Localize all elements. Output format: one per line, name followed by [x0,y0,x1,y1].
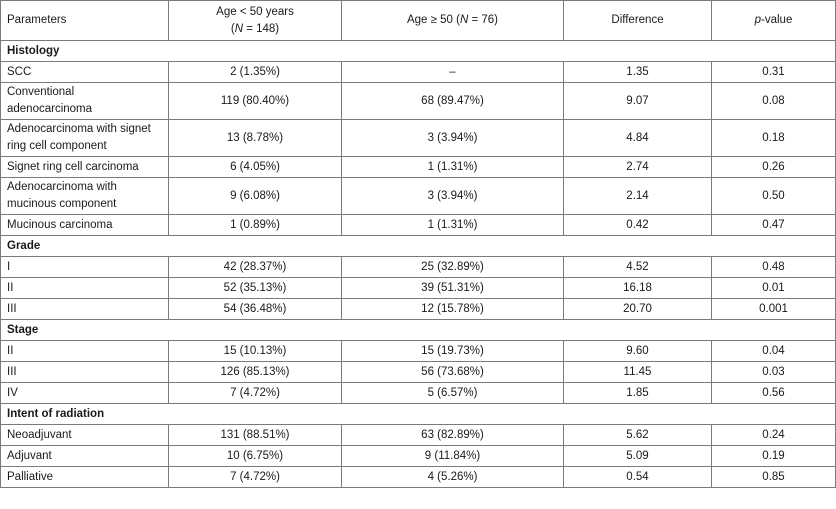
row-young-value: 13 (8.78%) [169,120,342,157]
row-parameter: IV [1,383,169,404]
table-row [1,120,836,157]
row-young-value: 52 (35.13%) [169,278,342,299]
row-old-value: 68 (89.47%) [342,83,564,120]
row-p-value: 0.26 [712,157,836,178]
row-young-value: 119 (80.40%) [169,83,342,120]
table-row [1,157,836,178]
row-parameter: Conventional adenocarcinoma [1,83,169,120]
header-difference: Difference [564,1,712,41]
table-row [1,299,836,320]
row-old-value: – [342,62,564,83]
row-old-value: 1 (1.31%) [342,215,564,236]
row-p-value: 0.50 [712,178,836,215]
row-parameter: II [1,278,169,299]
row-young-value: 7 (4.72%) [169,467,342,488]
row-parameter: Adenocarcinoma with mucinous component [1,178,169,215]
row-old-value: 63 (82.89%) [342,425,564,446]
row-young-value: 15 (10.13%) [169,341,342,362]
table-row [1,278,836,299]
row-young-value: 10 (6.75%) [169,446,342,467]
table-row [1,383,836,404]
section-title: Grade [1,236,836,257]
section-stage [1,320,836,341]
row-parameter: Signet ring cell carcinoma [1,157,169,178]
header-p-value: p-value [712,1,836,41]
row-p-value: 0.24 [712,425,836,446]
section-grade [1,236,836,257]
row-parameter: Adjuvant [1,446,169,467]
row-p-value: 0.47 [712,215,836,236]
row-young-value: 2 (1.35%) [169,62,342,83]
row-p-value: 0.18 [712,120,836,157]
row-young-value: 131 (88.51%) [169,425,342,446]
header-parameters: Parameters [1,1,169,41]
table-row [1,446,836,467]
row-young-value: 126 (85.13%) [169,362,342,383]
row-p-value: 0.001 [712,299,836,320]
row-parameter: III [1,299,169,320]
row-parameter: Mucinous carcinoma [1,215,169,236]
row-difference: 20.70 [564,299,712,320]
row-young-value: 1 (0.89%) [169,215,342,236]
row-parameter: III [1,362,169,383]
row-difference: 4.52 [564,257,712,278]
row-old-value: 4 (5.26%) [342,467,564,488]
row-old-value: 3 (3.94%) [342,178,564,215]
row-difference: 9.60 [564,341,712,362]
table-body [1,41,836,488]
table-row [1,341,836,362]
row-young-value: 42 (28.37%) [169,257,342,278]
row-young-value: 9 (6.08%) [169,178,342,215]
header-age-50-plus: Age ≥ 50 (N = 76) [342,1,564,41]
table-row [1,425,836,446]
row-p-value: 0.85 [712,467,836,488]
row-old-value: 12 (15.78%) [342,299,564,320]
table-row [1,62,836,83]
section-title: Intent of radiation [1,404,836,425]
row-difference: 1.85 [564,383,712,404]
row-difference: 5.09 [564,446,712,467]
row-parameter: Adenocarcinoma with signet ring cell component [1,120,169,157]
row-parameter: I [1,257,169,278]
row-young-value: 7 (4.72%) [169,383,342,404]
table-row [1,362,836,383]
row-p-value: 0.04 [712,341,836,362]
row-difference: 16.18 [564,278,712,299]
row-parameter: SCC [1,62,169,83]
row-young-value: 54 (36.48%) [169,299,342,320]
header-row [1,1,836,41]
row-parameter: II [1,341,169,362]
row-old-value: 3 (3.94%) [342,120,564,157]
row-p-value: 0.48 [712,257,836,278]
row-old-value: 1 (1.31%) [342,157,564,178]
row-old-value: 39 (51.31%) [342,278,564,299]
table-row [1,83,836,120]
row-p-value: 0.03 [712,362,836,383]
row-difference: 0.42 [564,215,712,236]
row-difference: 9.07 [564,83,712,120]
row-parameter: Palliative [1,467,169,488]
header-age-under-50: Age < 50 years (N = 148) [169,1,342,41]
row-difference: 0.54 [564,467,712,488]
row-difference: 4.84 [564,120,712,157]
row-young-value: 6 (4.05%) [169,157,342,178]
row-difference: 5.62 [564,425,712,446]
table-row [1,215,836,236]
section-title: Histology [1,41,836,62]
row-p-value: 0.01 [712,278,836,299]
row-old-value: 9 (11.84%) [342,446,564,467]
row-p-value: 0.31 [712,62,836,83]
table-row [1,467,836,488]
table-row [1,178,836,215]
row-p-value: 0.08 [712,83,836,120]
section-histology [1,41,836,62]
section-title: Stage [1,320,836,341]
row-old-value: 56 (73.68%) [342,362,564,383]
row-old-value: 25 (32.89%) [342,257,564,278]
table-header [1,1,836,41]
row-parameter: Neoadjuvant [1,425,169,446]
row-old-value: 5 (6.57%) [342,383,564,404]
row-p-value: 0.19 [712,446,836,467]
row-difference: 11.45 [564,362,712,383]
table-row [1,257,836,278]
row-difference: 2.14 [564,178,712,215]
section-intent-of-radiation [1,404,836,425]
row-p-value: 0.56 [712,383,836,404]
row-difference: 2.74 [564,157,712,178]
row-old-value: 15 (19.73%) [342,341,564,362]
row-difference: 1.35 [564,62,712,83]
